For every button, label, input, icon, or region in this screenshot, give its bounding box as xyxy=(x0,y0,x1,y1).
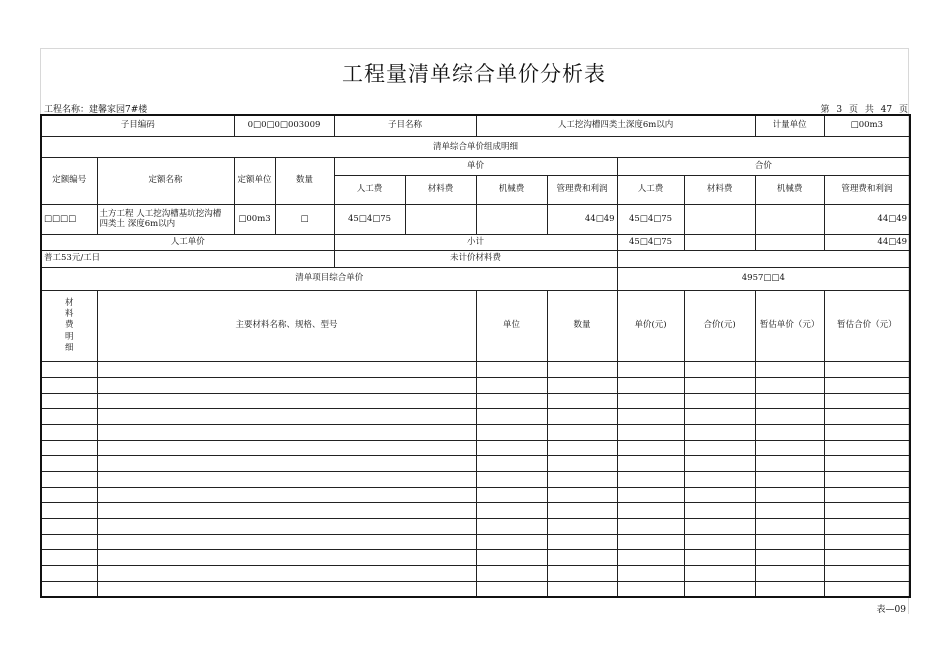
material-cell xyxy=(476,534,547,550)
quota-name: 土方工程 人工挖沟槽基坑挖沟槽 四类土 深度6m以内 xyxy=(97,205,234,234)
subtotal-material xyxy=(684,234,755,251)
unit-price-header: 单价 xyxy=(334,158,617,176)
material-cell xyxy=(547,440,617,456)
unit-label: 计量单位 xyxy=(755,115,824,137)
material-cell xyxy=(684,456,755,472)
material-cell xyxy=(824,503,910,519)
material-cell xyxy=(617,424,684,440)
material-cell xyxy=(547,487,617,503)
material-cell xyxy=(97,581,476,597)
material-cell xyxy=(824,487,910,503)
comprehensive-row xyxy=(41,268,910,291)
material-rows xyxy=(41,362,910,597)
up-material-header: 材料费 xyxy=(405,176,476,205)
material-cell xyxy=(755,534,824,550)
material-cell xyxy=(41,487,97,503)
material-row xyxy=(41,518,910,534)
material-cell xyxy=(617,550,684,566)
material-cell xyxy=(617,565,684,581)
labor-rate: 普工53元/工日 xyxy=(41,251,334,268)
material-cell xyxy=(684,377,755,393)
material-cell xyxy=(41,440,97,456)
up-machinery-header: 机械费 xyxy=(476,176,547,205)
material-cell xyxy=(755,440,824,456)
tp-material-header: 材料费 xyxy=(684,176,755,205)
material-cell xyxy=(97,424,476,440)
material-cell xyxy=(755,550,824,566)
material-cell xyxy=(824,456,910,472)
labor-unit-price-label: 人工单价 xyxy=(41,234,334,251)
material-cell xyxy=(41,518,97,534)
material-cell xyxy=(824,377,910,393)
material-cell xyxy=(476,456,547,472)
quota-unit: □00m3 xyxy=(234,205,275,234)
material-cell xyxy=(97,377,476,393)
project-name: 工程名称：建馨家园7#楼 xyxy=(44,105,148,115)
tp-labor-header: 人工费 xyxy=(617,176,684,205)
material-cell xyxy=(97,471,476,487)
material-cell xyxy=(41,471,97,487)
material-cell xyxy=(547,409,617,425)
material-cell xyxy=(684,424,755,440)
material-row xyxy=(41,377,910,393)
price-group-header-row xyxy=(41,158,910,176)
material-cell xyxy=(97,534,476,550)
quota-name-header: 定额名称 xyxy=(97,158,234,205)
up-machinery xyxy=(476,205,547,234)
quota-code-header: 定额编号 xyxy=(41,158,97,205)
material-cell xyxy=(476,377,547,393)
material-cell xyxy=(41,393,97,409)
material-cell xyxy=(617,471,684,487)
material-cell xyxy=(41,409,97,425)
material-cell xyxy=(547,456,617,472)
material-cell xyxy=(617,503,684,519)
unit-value: □00m3 xyxy=(824,115,910,137)
material-name-header: 主要材料名称、规格、型号 xyxy=(97,291,476,362)
material-cell xyxy=(97,362,476,378)
material-cell xyxy=(41,362,97,378)
up-management-header: 管理费和利润 xyxy=(547,176,617,205)
up-management: 44□49 xyxy=(547,205,617,234)
material-cell xyxy=(97,518,476,534)
material-row xyxy=(41,550,910,566)
table-footer-code: 表—09 xyxy=(876,605,906,615)
material-cell xyxy=(824,362,910,378)
material-cell xyxy=(41,424,97,440)
material-cell xyxy=(755,456,824,472)
material-cell xyxy=(547,424,617,440)
material-cell xyxy=(684,534,755,550)
material-cell xyxy=(547,393,617,409)
sheet-top-edge xyxy=(40,48,908,49)
material-cell xyxy=(617,440,684,456)
material-cell xyxy=(476,393,547,409)
material-header-row xyxy=(41,291,910,362)
material-cell xyxy=(684,362,755,378)
material-cell xyxy=(684,487,755,503)
material-cell xyxy=(617,377,684,393)
material-row xyxy=(41,503,910,519)
name-label: 子目名称 xyxy=(334,115,476,137)
tp-machinery-header: 机械费 xyxy=(755,176,824,205)
quantity-header: 数量 xyxy=(275,158,334,205)
name-value: 人工挖沟槽四类土深度6m以内 xyxy=(476,115,755,137)
material-cell xyxy=(547,362,617,378)
material-cell xyxy=(824,440,910,456)
material-cell xyxy=(684,409,755,425)
comprehensive-value: 4957□□4 xyxy=(617,268,910,291)
material-cell xyxy=(41,377,97,393)
material-cell xyxy=(755,503,824,519)
material-cell xyxy=(476,565,547,581)
material-cell xyxy=(684,550,755,566)
material-cell xyxy=(755,377,824,393)
material-cell xyxy=(476,409,547,425)
material-cell xyxy=(97,409,476,425)
material-cell xyxy=(617,534,684,550)
material-cell xyxy=(547,550,617,566)
material-side-text: 材料费明细 xyxy=(64,297,74,354)
material-row xyxy=(41,487,910,503)
labor-rate-row xyxy=(41,251,910,268)
material-row xyxy=(41,581,910,597)
up-labor: 45□4□75 xyxy=(334,205,405,234)
tp-management-header: 管理费和利润 xyxy=(824,176,910,205)
material-cell xyxy=(547,503,617,519)
material-cell xyxy=(684,565,755,581)
material-cell xyxy=(476,424,547,440)
unpriced-material-value xyxy=(617,251,910,268)
quota-quantity: □ xyxy=(275,205,334,234)
material-total-header: 合价(元) xyxy=(684,291,755,362)
material-row xyxy=(41,534,910,550)
material-cell xyxy=(97,440,476,456)
material-cell xyxy=(824,471,910,487)
material-cell xyxy=(824,550,910,566)
material-unit-price-header: 单价(元) xyxy=(617,291,684,362)
material-cell xyxy=(97,565,476,581)
material-cell xyxy=(97,503,476,519)
material-quantity-header: 数量 xyxy=(547,291,617,362)
tp-machinery xyxy=(755,205,824,234)
material-cell xyxy=(755,581,824,597)
material-cell xyxy=(547,518,617,534)
subtotal-row xyxy=(41,234,910,251)
quota-row xyxy=(41,205,910,234)
code-value: 0□0□0□003009 xyxy=(234,115,334,137)
tp-material xyxy=(684,205,755,234)
material-cell xyxy=(476,487,547,503)
material-cell xyxy=(684,581,755,597)
material-cell xyxy=(617,393,684,409)
quota-unit-header: 定额单位 xyxy=(234,158,275,205)
material-cell xyxy=(547,565,617,581)
subtotal-label: 小计 xyxy=(334,234,617,251)
material-cell xyxy=(41,503,97,519)
material-unit-header: 单位 xyxy=(476,291,547,362)
page-title: 工程量清单综合单价分析表 xyxy=(342,62,606,86)
material-cell xyxy=(41,456,97,472)
page-info: 第 3 页 共 47 页 xyxy=(820,105,908,115)
material-est-total-header: 暂估合价（元） xyxy=(824,291,910,362)
material-cell xyxy=(617,518,684,534)
material-cell xyxy=(684,503,755,519)
material-cell xyxy=(824,565,910,581)
material-cell xyxy=(617,409,684,425)
material-cell xyxy=(41,534,97,550)
material-cell xyxy=(755,424,824,440)
material-cell xyxy=(476,471,547,487)
material-cell xyxy=(617,456,684,472)
material-row xyxy=(41,393,910,409)
material-cell xyxy=(97,550,476,566)
material-cell xyxy=(755,487,824,503)
material-cell xyxy=(476,503,547,519)
material-cell xyxy=(824,534,910,550)
comprehensive-label: 清单项目综合单价 xyxy=(41,268,617,291)
subtotal-management: 44□49 xyxy=(824,234,910,251)
material-cell xyxy=(476,440,547,456)
material-cell xyxy=(755,518,824,534)
material-cell xyxy=(824,581,910,597)
analysis-table xyxy=(40,114,911,598)
up-material xyxy=(405,205,476,234)
material-cell xyxy=(547,471,617,487)
material-row xyxy=(41,565,910,581)
material-cell xyxy=(755,362,824,378)
material-cell xyxy=(755,393,824,409)
material-cell xyxy=(547,377,617,393)
composition-title: 清单综合单价组成明细 xyxy=(41,137,910,158)
material-est-unit-header: 暂估单价（元） xyxy=(755,291,824,362)
material-cell xyxy=(684,518,755,534)
material-cell xyxy=(755,565,824,581)
material-row xyxy=(41,456,910,472)
up-labor-header: 人工费 xyxy=(334,176,405,205)
material-side-label xyxy=(41,291,97,362)
composition-title-row xyxy=(41,137,910,158)
material-row xyxy=(41,362,910,378)
material-cell xyxy=(617,487,684,503)
material-cell xyxy=(476,581,547,597)
total-price-header: 合价 xyxy=(617,158,910,176)
subtotal-machinery xyxy=(755,234,824,251)
material-cell xyxy=(755,471,824,487)
quota-code: □□□□ xyxy=(41,205,97,234)
unpriced-material-label: 未计价材料费 xyxy=(334,251,617,268)
material-cell xyxy=(41,550,97,566)
material-cell xyxy=(476,550,547,566)
material-cell xyxy=(547,581,617,597)
material-cell xyxy=(617,581,684,597)
material-row xyxy=(41,424,910,440)
material-cell xyxy=(684,393,755,409)
code-label: 子目编码 xyxy=(41,115,234,137)
material-cell xyxy=(476,362,547,378)
material-cell xyxy=(755,409,824,425)
header-row-item xyxy=(41,115,910,137)
material-cell xyxy=(97,487,476,503)
material-cell xyxy=(684,440,755,456)
material-row xyxy=(41,471,910,487)
material-cell xyxy=(617,362,684,378)
material-cell xyxy=(824,424,910,440)
material-cell xyxy=(547,534,617,550)
subtotal-labor: 45□4□75 xyxy=(617,234,684,251)
material-cell xyxy=(41,581,97,597)
material-row xyxy=(41,409,910,425)
material-cell xyxy=(41,565,97,581)
material-cell xyxy=(97,393,476,409)
material-cell xyxy=(476,518,547,534)
tp-labor: 45□4□75 xyxy=(617,205,684,234)
material-cell xyxy=(684,471,755,487)
material-row xyxy=(41,440,910,456)
tp-management: 44□49 xyxy=(824,205,910,234)
material-cell xyxy=(824,393,910,409)
material-cell xyxy=(824,518,910,534)
material-cell xyxy=(97,456,476,472)
material-cell xyxy=(824,409,910,425)
